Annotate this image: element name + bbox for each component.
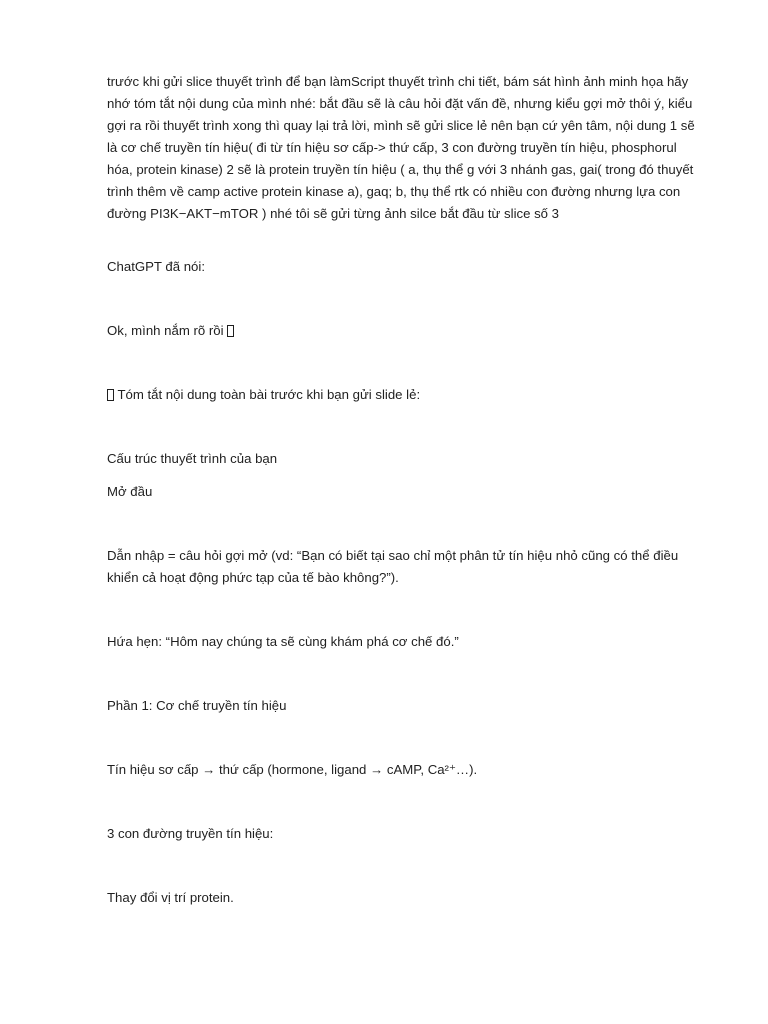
structure-heading: Cấu trúc thuyết trình của bạn bbox=[107, 451, 278, 466]
protein-location-line: Thay đổi vị trí protein. bbox=[107, 890, 234, 905]
promise-paragraph: Hứa hẹn: “Hôm nay chúng ta sẽ cùng khám phá cơ chế đó.” bbox=[107, 634, 459, 649]
summary-heading bbox=[107, 384, 697, 406]
chatgpt-label: ChatGPT đã nói: bbox=[107, 259, 205, 274]
summary-heading-text: Tóm tắt nội dung toàn bài trước khi bạn gửi slide lẻ: bbox=[117, 387, 421, 402]
missing-glyph-icon bbox=[107, 389, 114, 401]
part1-heading: Phần 1: Cơ chế truyền tín hiệu bbox=[107, 698, 287, 713]
primary-secondary-line: Tín hiệu sơ cấp → thứ cấp (hormone, ligand → cAMP, Ca²⁺…). bbox=[107, 762, 478, 777]
ok-line bbox=[107, 320, 697, 342]
three-pathways-line: 3 con đường truyền tín hiệu: bbox=[107, 826, 274, 841]
lead-in-paragraph: Dẫn nhập = câu hỏi gợi mở (vd: “Bạn có biết tại sao chỉ một phân tử tín hiệu nhỏ cũng có thể điều khiển cả hoạt động phức tạp của tế bào không?”). bbox=[107, 548, 679, 585]
ok-text: Ok, mình nắm rõ rồi bbox=[107, 323, 224, 338]
missing-glyph-icon bbox=[227, 325, 234, 337]
opening-heading: Mở đầu bbox=[107, 484, 153, 499]
intro-paragraph: trước khi gửi slice thuyết trình để bạn làmScript thuyết trình chi tiết, bám sát hình ảnh minh họa hãy nhớ tóm tắt nội dung của mình nhé: bắt đầu sẽ là câu hỏi đặt vấn đề, nhưng kiểu gợi mở thôi ý, kiểu gợi ra rồi thuyết trình xong thì quay lại trả lời, mình sẽ gửi slice lẻ nên bạn cứ yên tâm, nội dung 1 sẽ là cơ chế truyền tín hiệu( đi từ tín hiệu sơ cấp-> thứ cấp, 3 con đường truyền tín hiệu, phosphorul hóa, protein kinase) 2 sẽ là protein truyền tín hiệu ( a, thụ thể g với 3 nhánh gas, gai( trong đó thuyết trình thêm về camp active protein kinase a), gaq; b, thụ thể rtk có nhiều con đường nhưng lựa con đường PI3K−AKT−mTOR ) nhé tôi sẽ gửi từng ảnh silce bắt đầu từ slice số 3 bbox=[107, 74, 695, 221]
